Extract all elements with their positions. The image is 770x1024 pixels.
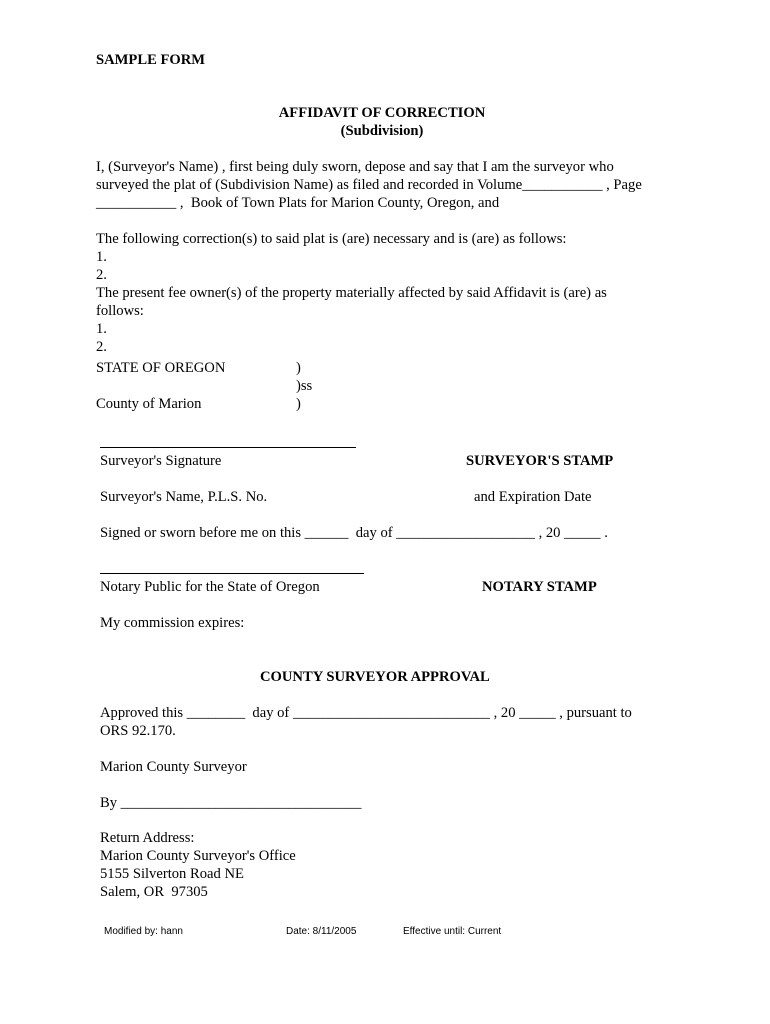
intro-line-3: ___________ , Book of Town Plats for Marion County, Oregon, and	[96, 195, 500, 211]
sample-form-label: SAMPLE FORM	[96, 52, 206, 68]
footer-modified-by: Modified by: hann	[104, 926, 183, 937]
notary-signature-line[interactable]	[100, 573, 364, 574]
venue-county: County of Marion	[96, 396, 202, 412]
county-approval-heading: COUNTY SURVEYOR APPROVAL	[260, 669, 490, 685]
expiration-date-label: and Expiration Date	[474, 489, 592, 505]
ors-reference: ORS 92.170.	[100, 723, 176, 739]
return-address-label: Return Address:	[100, 830, 195, 846]
owners-line-1: The present fee owner(s) of the property materially affected by said Affidavit is (are) as	[96, 285, 607, 301]
surveyor-name-label: Surveyor's Name, P.L.S. No.	[100, 489, 268, 505]
owners-line-2: follows:	[96, 303, 144, 319]
corrections-heading: The following correction(s) to said plat is (are) necessary and is (are) as follows:	[96, 231, 567, 247]
page-title: AFFIDAVIT OF CORRECTION	[278, 105, 486, 121]
venue-paren-top: )	[296, 360, 301, 376]
footer-effective: Effective until: Current	[403, 926, 502, 937]
intro-line-1: I, (Surveyor's Name) , first being duly sworn, depose and say that I am the surveyor who	[96, 159, 614, 175]
venue-paren-bottom: )	[296, 396, 301, 412]
return-address-line-3: Salem, OR 97305	[100, 884, 208, 900]
surveyor-signature-line[interactable]	[100, 447, 356, 448]
county-surveyor-label: Marion County Surveyor	[100, 759, 247, 775]
by-signature-line: By _________________________________	[100, 795, 362, 811]
surveyor-signature-label: Surveyor's Signature	[100, 453, 222, 469]
commission-expires-label: My commission expires:	[100, 615, 245, 631]
return-address-line-2: 5155 Silverton Road NE	[100, 866, 244, 882]
correction-item-1: 1.	[96, 249, 107, 265]
correction-item-2: 2.	[96, 267, 107, 283]
notary-stamp-label: NOTARY STAMP	[482, 579, 597, 595]
page-subtitle: (Subdivision)	[340, 123, 424, 139]
owner-item-2: 2.	[96, 339, 107, 355]
venue-state: STATE OF OREGON	[96, 360, 226, 376]
sworn-date-line: Signed or sworn before me on this ______ day of ___________________ , 20 _____ .	[100, 525, 608, 541]
notary-public-label: Notary Public for the State of Oregon	[100, 579, 320, 595]
surveyor-stamp-label: SURVEYOR'S STAMP	[466, 453, 614, 469]
approved-date-line: Approved this ________ day of ___________________________ , 20 _____ , pursuant to	[100, 705, 632, 721]
owner-item-1: 1.	[96, 321, 107, 337]
return-address-line-1: Marion County Surveyor's Office	[100, 848, 296, 864]
venue-ss: )ss	[296, 378, 313, 394]
footer-date: Date: 8/11/2005	[286, 926, 357, 937]
intro-line-2: surveyed the plat of (Subdivision Name) as filed and recorded in Volume___________ , Page	[96, 177, 642, 193]
